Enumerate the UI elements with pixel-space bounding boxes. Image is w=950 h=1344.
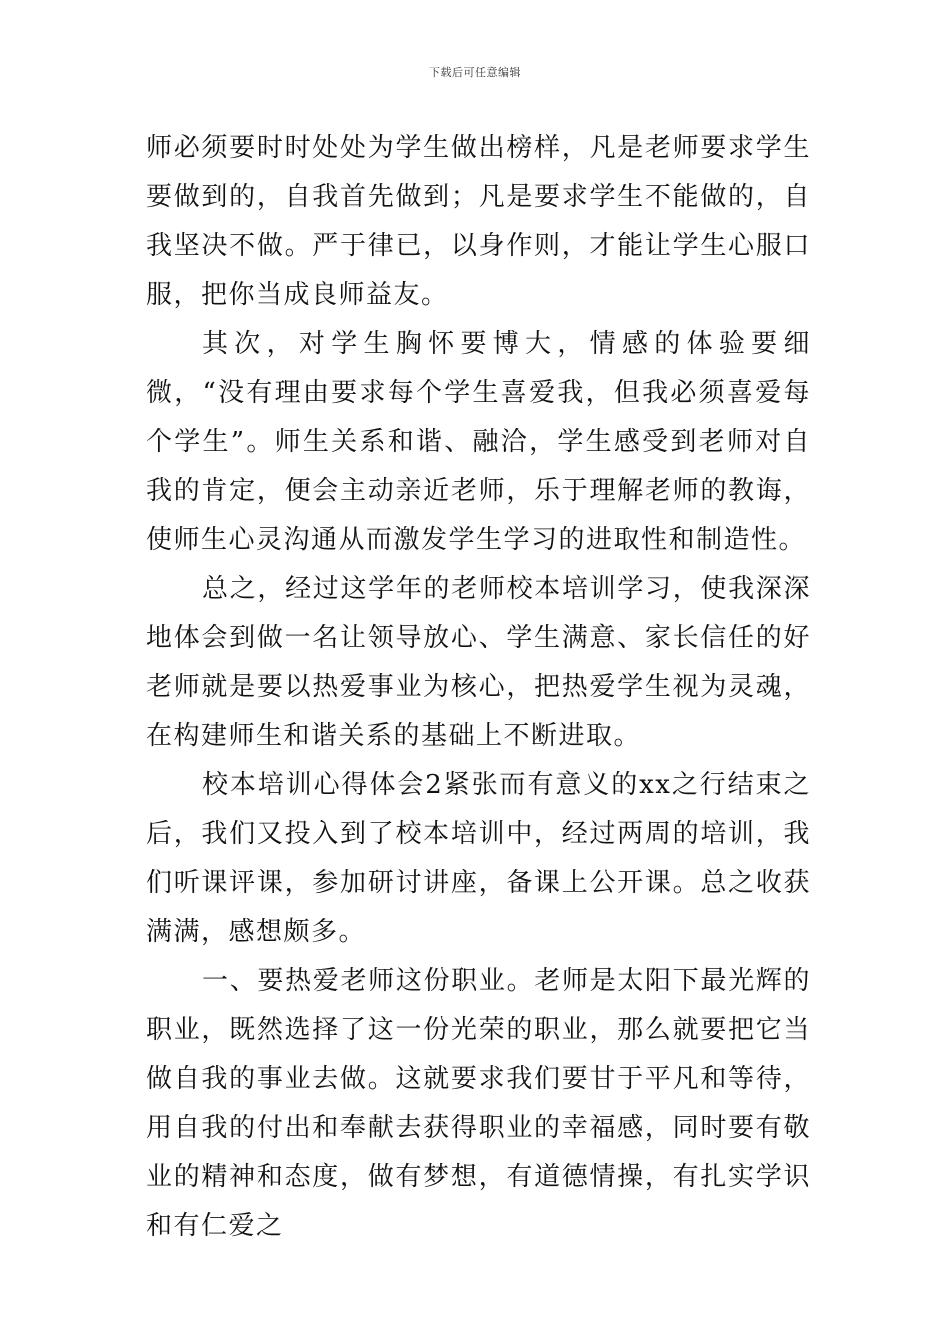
paragraph-1: 师必须要时时处处为学生做出榜样，凡是老师要求学生要做到的，自我首先做到；凡是要求学生不能做的，自我坚决不做。严于律已，以身作则，才能让学生心服口服，把你当成良师益友。 [146, 133, 811, 310]
paragraph-2: 其次，对学生胸怀要博大，情感的体验要细微，“没有理由要求每个学生喜爱我，但我必须喜爱每个学生”。师生关系和谐、融洽，学生感受到老师对自我的肯定，便会主动亲近老师，乐于理解老师的教诲，使师生心灵沟通从而激发学生学习的进取性和制造性。 [146, 329, 811, 555]
paragraph-5: 一、要热爱老师这份职业。老师是太阳下最光辉的职业，既然选择了这一份光荣的职业，那么就要把它当做自我的事业去做。这就要求我们要甘于平凡和等待，用自我的付出和奉献去获得职业的幸福感，同时要有敬业的精神和态度，做有梦想，有道德情操，有扎实学识和有仁爱之 [146, 966, 811, 1241]
paragraph-3: 总之，经过这学年的老师校本培训学习，使我深深地体会到做一名让领导放心、学生满意、家长信任的好老师就是要以热爱事业为核心，把热爱学生视为灵魂，在构建师生和谐关系的基础上不断进取。 [146, 574, 811, 751]
document-body [146, 124, 811, 1251]
page-header: 下载后可任意编辑 [429, 66, 521, 79]
paragraph-4: 校本培训心得体会2紧张而有意义的xx之行结束之后，我们又投入到了校本培训中，经过两周的培训，我们听课评课，参加研讨讲座，备课上公开课。总之收获满满，感想颇多。 [146, 770, 811, 947]
